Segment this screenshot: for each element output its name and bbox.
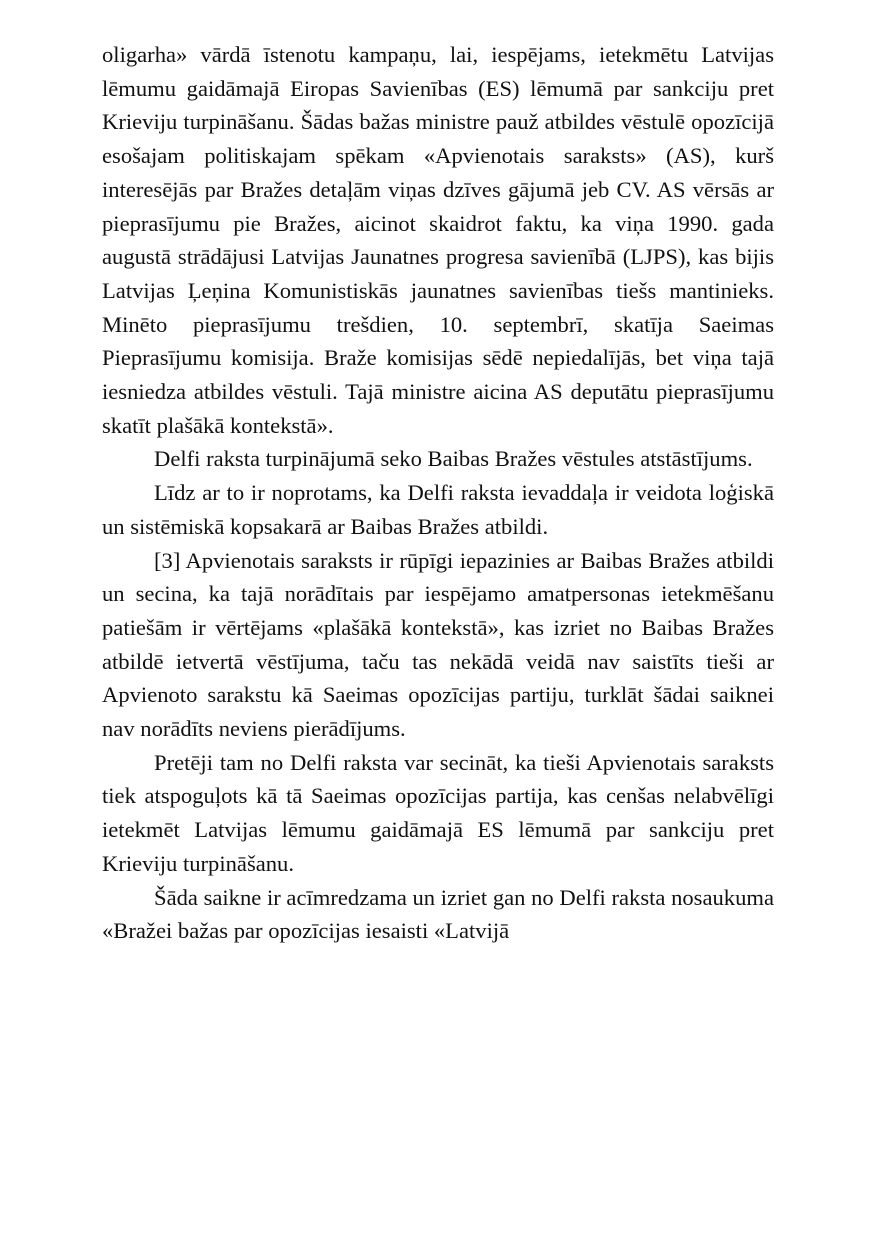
document-page (102, 38, 774, 948)
paragraph-link: Šāda saikne ir acīmredzama un izriet gan no Delfi raksta nosaukuma «Bražei bažas par opozīcijas iesaisti «Latvijā (102, 884, 774, 944)
paragraph-conclusion: Līdz ar to ir noprotams, ka Delfi raksta ievaddaļa ir veidota loģiskā un sistēmiskā kopsakarā ar Baibas Bražes atbildi. (102, 480, 774, 539)
paragraph-contrary: Pretēji tam no Delfi raksta var secināt, ka tieši Apvienotais saraksts tiek atspoguļots kā tā Saeimas opozīcijas partija, kas cenšas nelabvēlīgi ietekmēt Latvijas lēmumu gaidāmajā ES lēmumā par sankciju pret Krieviju turpināšanu. (102, 749, 774, 876)
paragraph-point-3: [3] Apvienotais saraksts ir rūpīgi iepazinies ar Baibas Bražes atbildi un secina, ka tajā norādītais par iespējamo amatpersonas ietekmēšanu patiešām ir vērtējams «plašākā kontekstā», kas izriet no Baibas Bražes atbildē ietvertā vēstījuma, taču tas nekādā veidā nav saistīts tieši ar Apvienoto sarakstu kā Saeimas opozīcijas partiju, turklāt šādai saiknei nav norādīts neviens pierādījums. (102, 547, 774, 742)
paragraph-continuation: oligarha» vārdā īstenotu kampaņu, lai, iespējams, ietekmētu Latvijas lēmumu gaidāmajā Eiropas Savienības (ES) lēmumā par sankciju pret Krieviju turpināšanu. Šādas bažas ministre pauž atbildes vēstulē opozīcijā esošajam politiskajam spēkam «Apvienotais saraksts» (AS), kurš interesējās par Bražes detaļām viņas dzīves gājumā jeb CV. AS vērsās ar pieprasījumu pie Bražes, aicinot skaidrot faktu, ka viņa 1990. gada augustā strādājusi Latvijas Jaunatnes progresa savienībā (LJPS), kas bijis Latvijas Ļeņina Komunistiskās jaunatnes savienības tiešs mantinieks. Minēto pieprasījumu trešdien, 10. septembrī, skatīja Saeimas Pieprasījumu komisija. Braže komisijas sēdē nepiedalījās, bet viņa tajā iesniedza atbildes vēstuli. Tajā ministre aicina AS deputātu pieprasījumu skatīt plašākā kontekstā». (102, 42, 774, 438)
paragraph-delfi-continuation: Delfi raksta turpinājumā seko Baibas Bražes vēstules atstāstījums. (154, 446, 753, 472)
